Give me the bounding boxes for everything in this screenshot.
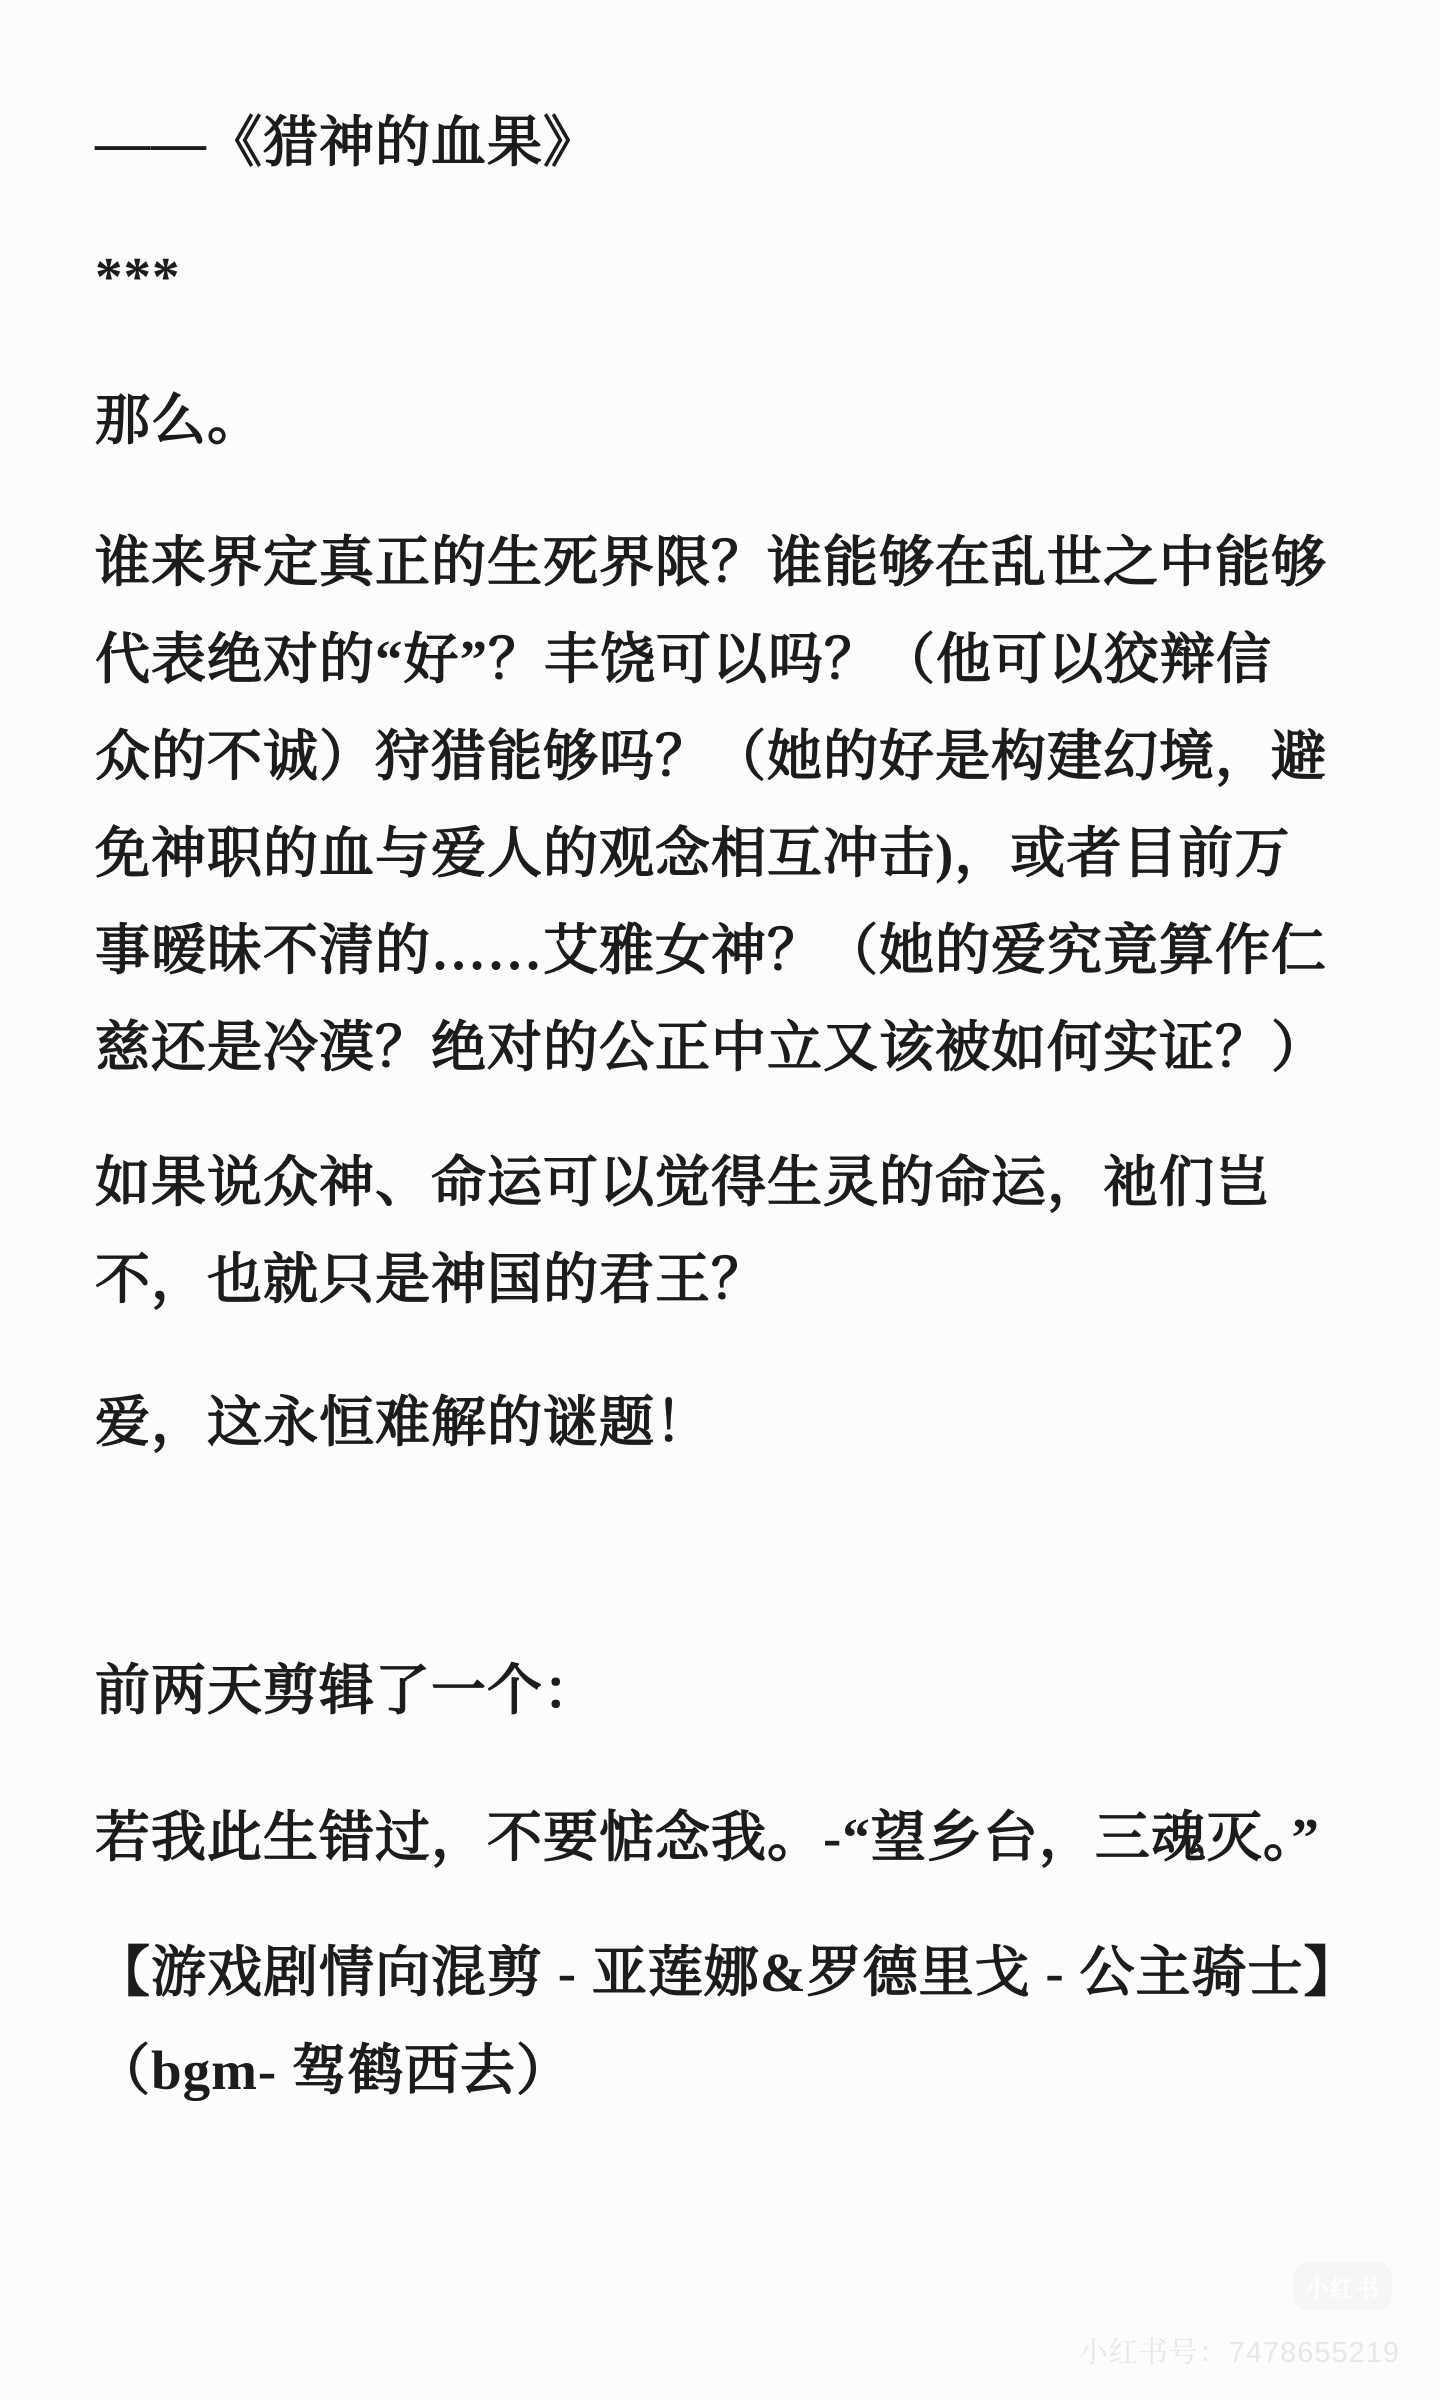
essay-paragraph-question [95, 514, 1390, 1096]
attribution-line: ——《猎神的血果》 [95, 112, 600, 173]
xiaohongshu-logo [1293, 2262, 1392, 2310]
text-line: 如果说众神、命运可以觉得生灵的命运，祂们岂 [95, 1152, 1272, 1213]
text-line: 谁来界定真正的生死界限？谁能够在乱世之中能够 [95, 532, 1328, 593]
text-line: 代表绝对的“好”？丰饶可以吗？（他可以狡辩信 [95, 629, 1273, 690]
text-line: 不，也就只是神国的君王？ [95, 1249, 768, 1310]
edit-bgm-line: （bgm- 驾鹤西去） [95, 2040, 572, 2101]
text-line: 事暧昧不清的……艾雅女神？（她的爱究竟算作仁 [95, 920, 1328, 981]
xiaohongshu-id-watermark: 小红书号：7478655219 [1078, 2337, 1400, 2369]
essay-paragraph-gods [95, 1134, 1390, 1328]
text-line: 慈还是冷漠？绝对的公正中立又该被如何实证？） [95, 1017, 1328, 1078]
edit-quote-line: 若我此生错过，不要惦念我。-“望乡台，三魂灭。” [95, 1807, 1320, 1868]
edit-intro-line: 前两天剪辑了一个： [95, 1660, 600, 1721]
text-line: 众的不诚）狩猎能够吗？（她的好是构建幻境，避 [95, 726, 1328, 787]
section-separator: *** [95, 246, 181, 307]
edit-title-line: 【游戏剧情向混剪 - 亚莲娜&罗德里戈 - 公主骑士】 [95, 1942, 1360, 2003]
text-line: 免神职的血与爱人的观念相互冲击)，或者目前万 [95, 823, 1291, 884]
love-line: 爱，这永恒难解的谜题！ [95, 1392, 712, 1453]
xiaohongshu-logo-text: 小红书 [1305, 2275, 1380, 2303]
paragraph-opener: 那么。 [95, 390, 264, 451]
